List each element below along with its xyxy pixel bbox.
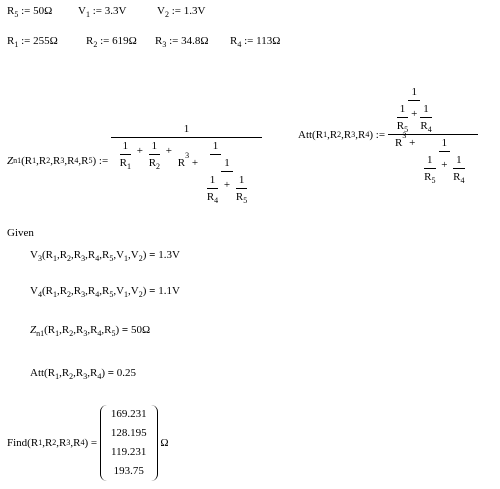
result-matrix <box>100 405 158 481</box>
result-unit: Ω <box>160 437 169 449</box>
find-result[interactable]: Find(R 1 ,R 2 ,R 3 ,R 4 ) = 169.231 128.195 119.231 193.75 Ω <box>7 405 169 481</box>
def-r2[interactable]: $R_2$ := 619Ω <box>86 35 137 49</box>
def-r5[interactable]: $R_5$ := 50Ω <box>7 5 53 19</box>
constraint-v3[interactable]: $V_3(R_1,R_2,R_3,R_4,R_5,V_1,V_2) = 1.3V$ <box>30 249 180 263</box>
result-r1: 169.231 <box>110 408 147 420</box>
constraint-att[interactable]: $Att(R_1,R_2,R_3,R_4) = 0.25$ <box>30 367 137 381</box>
result-r4: 193.75 <box>113 465 144 477</box>
def-r1[interactable]: $R_1$ := 255Ω <box>7 35 58 49</box>
given-label: Given <box>7 227 34 239</box>
def-v1[interactable]: $V_1$ := 3.3V <box>78 5 127 19</box>
zn1-definition[interactable]: Z n1 (R 1 ,R 2 ,R 3 ,R 4 ,R 5 ) := 1 1 $R_1$ + $\frac{1}{R_2}$ + 1 R 3 + 1 1 $R_4$ + $\frac{1}{R_5}$ <box>7 118 262 204</box>
def-r3[interactable]: $R_3$ := 34.8Ω <box>155 35 209 49</box>
result-r2: 128.195 <box>110 427 147 439</box>
constraint-zn1[interactable]: $Z_{n1}(R_1,R_2,R_3,R_4,R_5) = 50\Omega$ <box>30 324 151 338</box>
att-definition[interactable]: Att(R 1 ,R 2 ,R 3 ,R 4 ) := 1 1 $R_5$ + $\frac{1}{R_4}$ R 3 + 1 1 $R_5$ + $\frac{1}{R_4}$ <box>298 85 478 184</box>
constraint-v4[interactable]: $V_4(R_1,R_2,R_3,R_4,R_5,V_1,V_2) = 1.1V$ <box>30 285 180 299</box>
def-r4[interactable]: $R_4$ := 113Ω <box>230 35 281 49</box>
def-v2[interactable]: $V_2$ := 1.3V <box>157 5 206 19</box>
result-r3: 119.231 <box>111 446 147 458</box>
